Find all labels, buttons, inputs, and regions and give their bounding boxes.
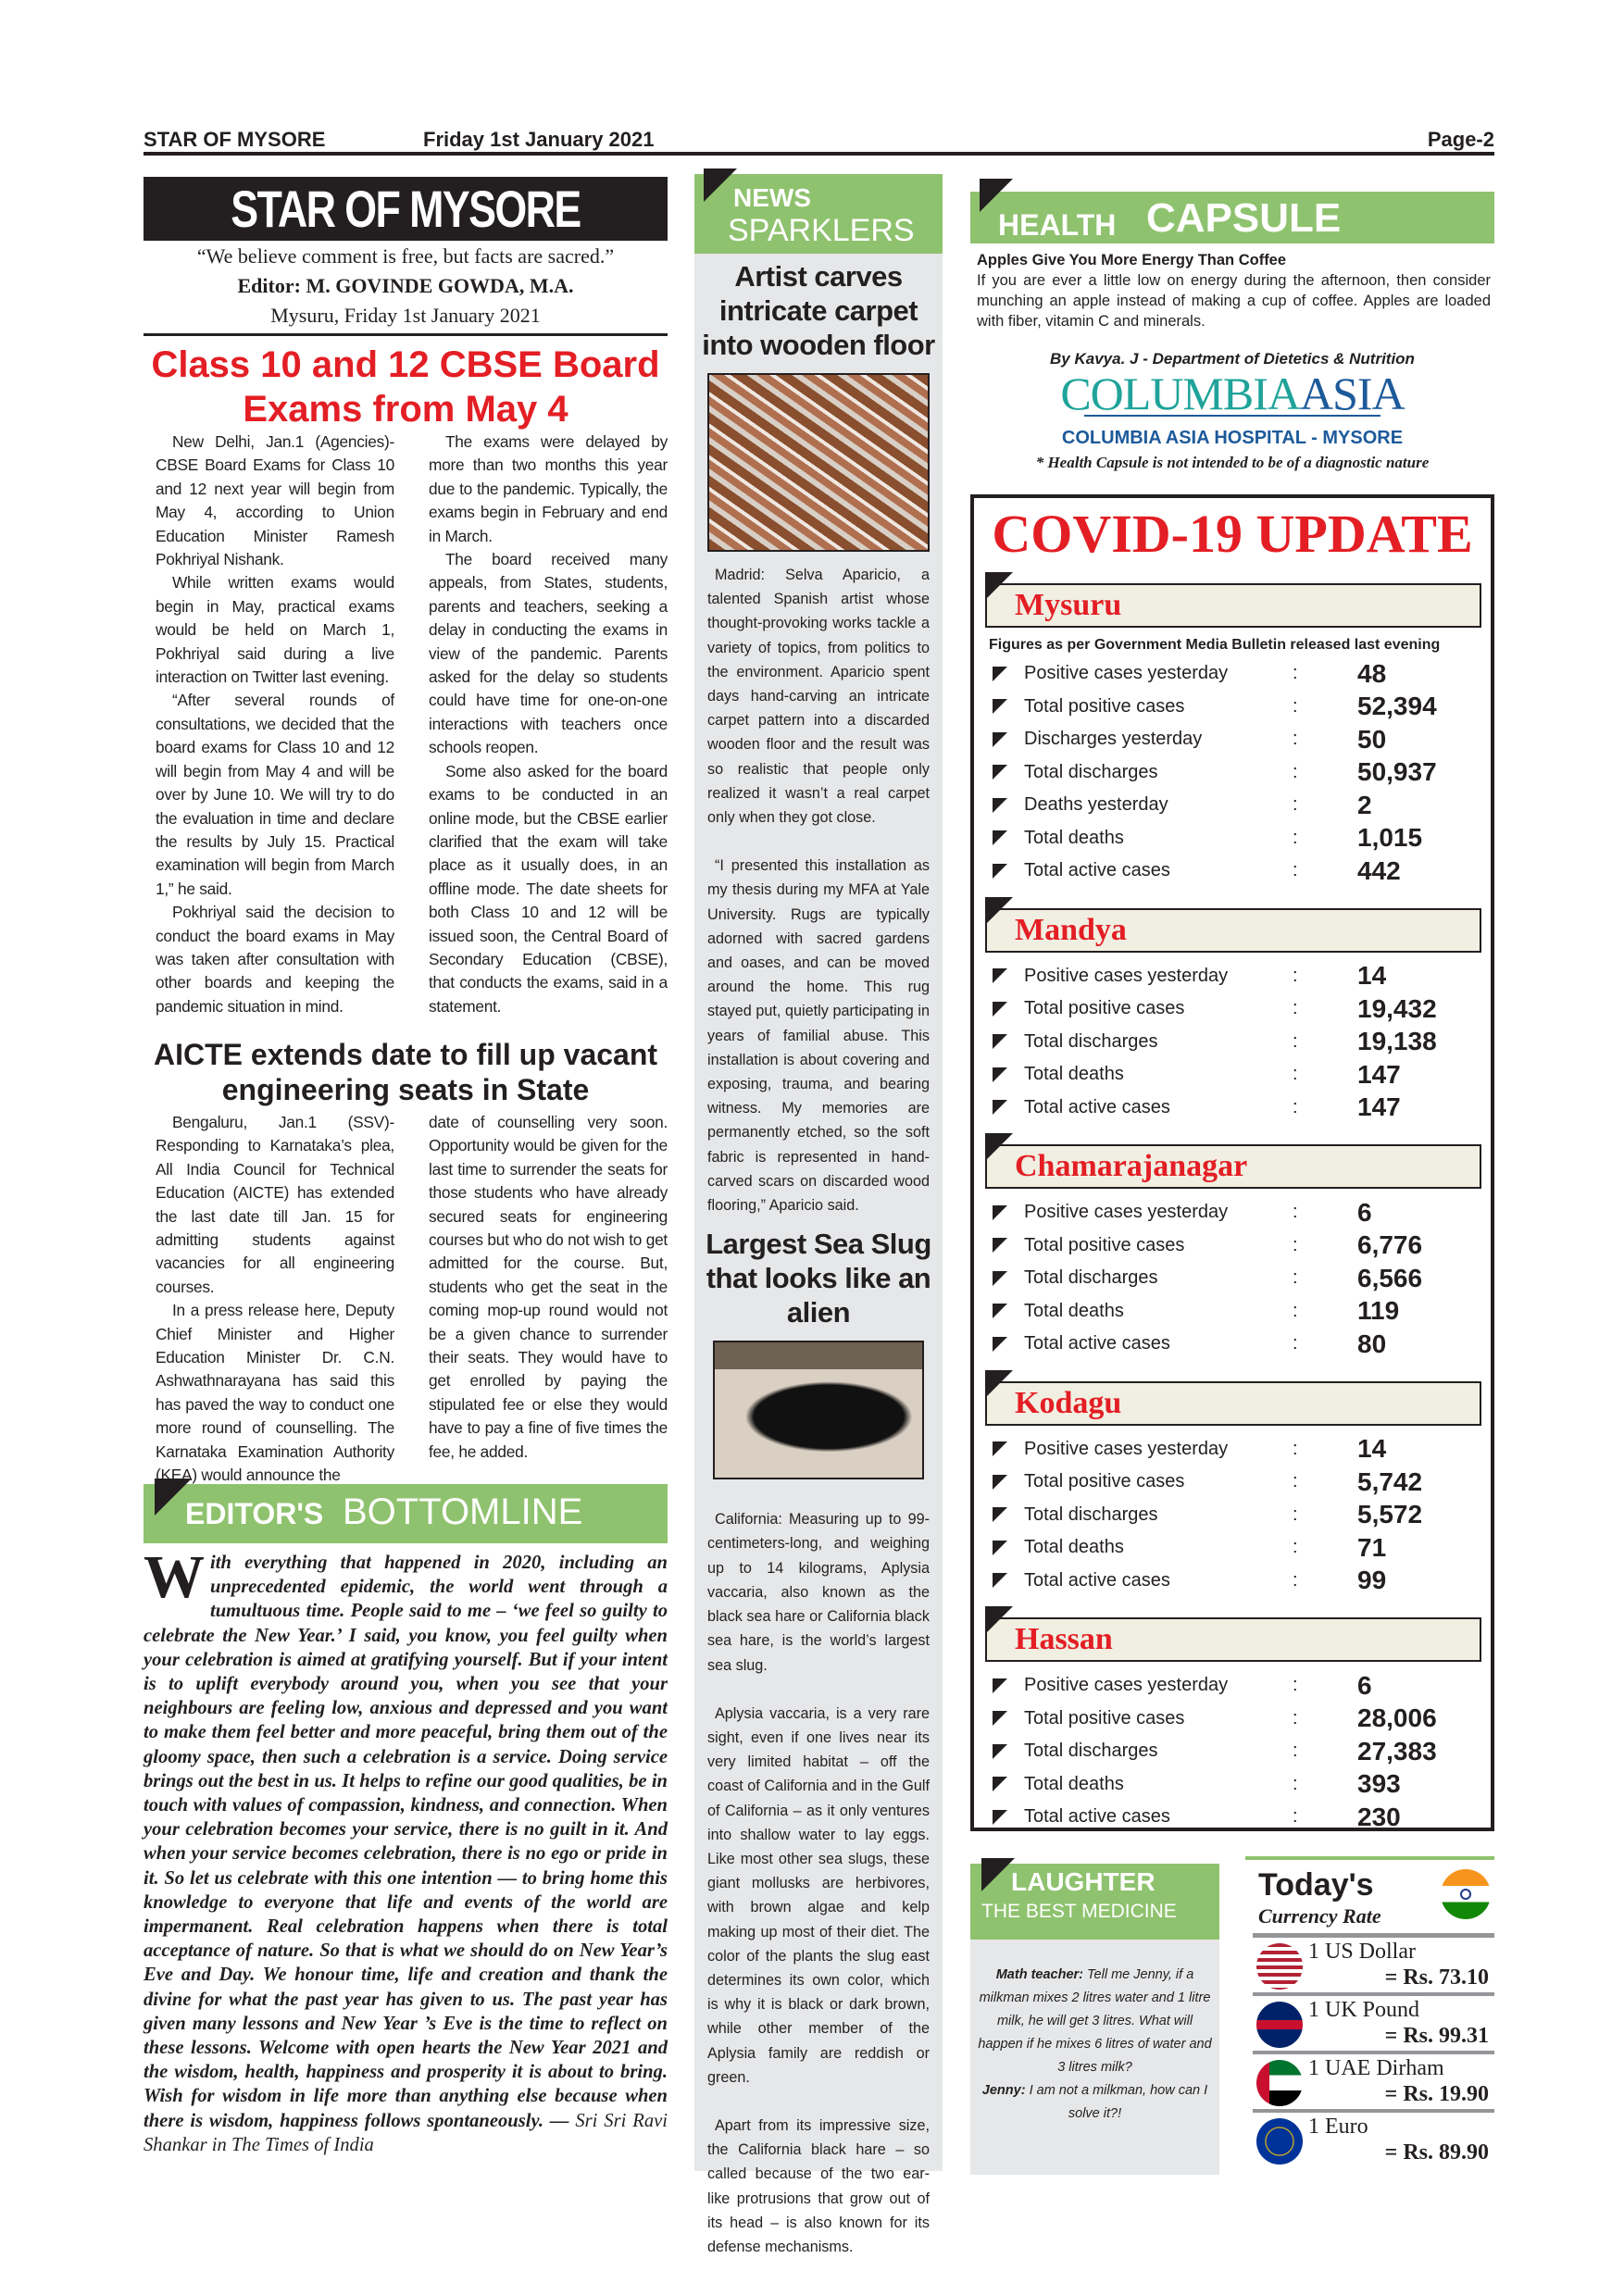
stat-label: Positive cases yesterday xyxy=(1024,1202,1229,1223)
bullet-triangle-icon xyxy=(993,1810,1007,1825)
paragraph: In a press release here, Deputy Chief Minister and Higher Education Minister Dr. C.N. Ashwathnarayana has said this has paved the way to conduct one more round of counselling. The Karnataka Examination Authority (KEA) would announce the xyxy=(156,1301,394,1485)
stat-value: 14 xyxy=(1357,1434,1387,1464)
stat-value: 6 xyxy=(1357,1197,1372,1227)
stat-row: Total discharges : 19,138 xyxy=(974,1026,1491,1059)
news-sparklers-banner: NEWS SPARKLERS xyxy=(694,174,943,254)
currency-rate-box xyxy=(1245,1856,1494,2171)
stat-row: Positive cases yesterday : 6 xyxy=(974,1196,1491,1229)
bullet-triangle-icon xyxy=(993,1238,1007,1253)
stat-label: Total deaths xyxy=(1024,1537,1124,1558)
stat-label: Total deaths xyxy=(1024,1300,1124,1321)
stat-value: 19,432 xyxy=(1357,993,1437,1023)
bullet-triangle-icon xyxy=(993,1744,1007,1759)
carpet-photo xyxy=(707,373,930,552)
bullet-triangle-icon xyxy=(993,1475,1007,1490)
hospital-name: COLUMBIA ASIA HOSPITAL - MYSORE xyxy=(1061,428,1404,448)
stat-label: Total deaths xyxy=(1024,1773,1124,1794)
uk-flag-icon xyxy=(1256,2002,1303,2048)
bullet-triangle-icon xyxy=(993,864,1007,879)
corner-icon xyxy=(985,572,1013,600)
stat-row: Total discharges : 50,937 xyxy=(974,756,1491,790)
corner-icon xyxy=(981,1858,1015,1891)
stat-value: 14 xyxy=(1357,961,1387,991)
paragraph: date of counselling very soon. Opportunity would be given for the last time to surrender the seats for those students who have already secured seats for engineering courses but who do not wish to get admitted for the course. But, students who get the seat in the coming mop-up round would not be a given chance to surrender their seats. They would have to get enrolled by paying the stipulated fee or else they would have to pay a fine of five times the fee, he added. xyxy=(429,1113,668,1461)
corner-icon xyxy=(985,1606,1013,1634)
paragraph: New Delhi, Jan.1 (Agencies)- CBSE Board Exams for Class 10 and 12 next year will begin from May 4, according to Union Education Minister Ramesh Pokhriyal Nishank. xyxy=(156,432,394,569)
covid-title: COVID-19 UPDATE xyxy=(992,504,1473,564)
laughter-banner: LAUGHTER THE BEST MEDICINE xyxy=(970,1864,1219,1940)
currency-row xyxy=(1253,2054,1494,2113)
covid-section-mysuru xyxy=(974,583,1491,888)
district-header: Hassan xyxy=(985,1617,1481,1662)
paragraph: California: Measuring up to 99-centimeters-long, and weighing up to 14 kilograms, Aplysia vaccaria, also known as the black sea hare or California black sea hare, is the world’s largest sea slug. xyxy=(707,1511,930,1674)
stat-label: Positive cases yesterday xyxy=(1024,663,1229,684)
banner-label: BOTTOMLINE xyxy=(343,1491,583,1532)
district-header: Kodagu xyxy=(985,1381,1481,1426)
stat-row: Discharges yesterday : 50 xyxy=(974,723,1491,756)
health-disclaimer: * Health Capsule is not intended to be of a diagnostic nature xyxy=(1035,454,1430,471)
header-paper-name: STAR OF MYSORE xyxy=(144,128,326,151)
stat-label: Total active cases xyxy=(1024,1333,1170,1354)
slug-headline: Largest Sea Slug that looks like an alien xyxy=(706,1228,931,1329)
bullet-triangle-icon xyxy=(993,1441,1007,1456)
bullet-triangle-icon xyxy=(993,1573,1007,1588)
paragraph: Aplysia vaccaria, is a very rare sight, even if one lives near its very limited habitat – off the coast of California and in the Gulf of California – as it only ventures into shallow water to lay eggs. Like most other sea slugs, these giant mollusks are herbivores, with brown algae and kelp making up most of their diet. The color of the plants the slug east determines its own color, which is why it is black or dark brown, while other member of the Aplysia family are reddish or green. xyxy=(707,1704,930,2086)
stat-value: 80 xyxy=(1357,1329,1387,1358)
aicte-column-2 xyxy=(429,1111,668,1464)
bullet-triangle-icon xyxy=(993,1711,1007,1726)
stat-value: 19,138 xyxy=(1357,1027,1437,1056)
covid-section-hassan xyxy=(974,1617,1491,1834)
health-byline: By Kavya. J - Department of Dietetics & Nutrition xyxy=(1050,350,1415,368)
currency-name: 1 UAE Dirham xyxy=(1308,2056,1444,2080)
page-number: Page-2 xyxy=(1427,128,1494,151)
stat-label: Total deaths xyxy=(1024,1064,1124,1085)
corner-icon xyxy=(985,1133,1013,1161)
stat-value: 50 xyxy=(1357,724,1387,754)
paragraph: Madrid: Selva Aparicio, a talented Spanish artist whose thought-provoking works tackle a variety of topics, from politics to the environment. Aparicio spent days hand-carving an intricate carpet pattern into a discarded wooden floor and the result was so realistic that people only realized it wasn’t a real carpet only when they got close. xyxy=(707,567,930,827)
bullet-triangle-icon xyxy=(993,1337,1007,1352)
editor-line: Editor: M. GOVINDE GOWDA, M.A. xyxy=(237,274,574,297)
stat-label: Positive cases yesterday xyxy=(1024,1675,1229,1696)
covid-section-chamarajanagar xyxy=(974,1144,1491,1361)
stat-value: 5,742 xyxy=(1357,1466,1423,1496)
dateline: Mysuru, Friday 1st January 2021 xyxy=(270,304,541,327)
stat-label: Positive cases yesterday xyxy=(1024,1438,1229,1459)
carpet-article xyxy=(694,563,943,1217)
sea-slug-photo xyxy=(713,1341,924,1479)
stat-label: Discharges yesterday xyxy=(1024,729,1203,750)
stat-row: Total positive cases : 19,432 xyxy=(974,992,1491,1026)
paragraph: Pokhriyal said the decision to conduct the board exams in May was taken after consultation with other boards and keeping the pandemic situation in mind. xyxy=(156,903,394,1016)
corner-icon xyxy=(980,179,1013,212)
stat-row: Deaths yesterday : 2 xyxy=(974,789,1491,822)
stat-label: Total discharges xyxy=(1024,761,1158,782)
stat-value: 119 xyxy=(1357,1296,1400,1326)
bullet-triangle-icon xyxy=(993,798,1007,813)
district-header: Mandya xyxy=(985,908,1481,953)
paragraph: While written exams would begin in May, practical exams would be held on March 1, Pokhriyal said during a live interaction on Twitter last evening. xyxy=(156,573,394,687)
motto: “We believe comment is free, but facts are sacred.” xyxy=(196,244,615,268)
stat-row: Total deaths : 71 xyxy=(974,1531,1491,1565)
bullet-triangle-icon xyxy=(993,968,1007,983)
stat-label: Total discharges xyxy=(1024,1267,1158,1289)
stat-label: Total discharges xyxy=(1024,1504,1158,1525)
stat-value: 52,394 xyxy=(1357,692,1437,721)
stat-label: Total active cases xyxy=(1024,1806,1170,1828)
bullet-triangle-icon xyxy=(993,699,1007,714)
paragraph: The exams were delayed by more than two months this year due to the pandemic. Typically, the exams begin in February and end in March. xyxy=(429,432,668,545)
currency-rate: = Rs. 99.31 xyxy=(1384,2024,1489,2048)
us-flag-icon xyxy=(1256,1943,1303,1990)
stat-label: Total positive cases xyxy=(1024,695,1185,717)
header-date: Friday 1st January 2021 xyxy=(423,128,655,151)
stat-value: 230 xyxy=(1357,1802,1401,1831)
stat-value: 6,776 xyxy=(1357,1230,1423,1260)
stat-row: Total active cases : 147 xyxy=(974,1092,1491,1125)
stat-row: Positive cases yesterday : 6 xyxy=(974,1669,1491,1703)
health-capsule-body xyxy=(977,250,1491,331)
stat-label: Positive cases yesterday xyxy=(1024,965,1229,986)
paragraph: “After several rounds of consultations, we decided that the board exams for Class 10 and 12 will begin from May 4 and will be over by June 10. We will try to do the evaluation in time and declare the results by July 15. Practical examination will begin from March 1,” he said. xyxy=(156,691,394,898)
divider xyxy=(144,333,668,336)
stat-value: 99 xyxy=(1357,1566,1387,1595)
currency-row xyxy=(1253,1938,1494,1996)
stat-value: 2 xyxy=(1357,790,1372,819)
bullet-triangle-icon xyxy=(993,667,1007,681)
stat-value: 1,015 xyxy=(1357,823,1423,853)
bullet-triangle-icon xyxy=(993,1678,1007,1693)
stat-row: Total positive cases : 28,006 xyxy=(974,1703,1491,1736)
currency-name: 1 Euro xyxy=(1308,2115,1368,2139)
stat-value: 5,572 xyxy=(1357,1500,1423,1529)
banner-label-bold: EDITOR'S xyxy=(185,1497,324,1530)
stat-value: 147 xyxy=(1357,1092,1401,1122)
uae-flag-icon xyxy=(1256,2060,1303,2106)
stat-label: Total deaths xyxy=(1024,827,1124,848)
cbse-column-2 xyxy=(429,430,668,1018)
currency-subtitle: Currency Rate xyxy=(1258,1904,1381,1928)
aicte-column-1 xyxy=(156,1111,394,1488)
stat-row: Positive cases yesterday : 14 xyxy=(974,960,1491,993)
stat-row: Total discharges : 6,566 xyxy=(974,1262,1491,1295)
bulletin-note: Figures as per Government Media Bulletin released last evening xyxy=(989,637,1441,653)
aicte-headline: AICTE extends date to fill up vacant engineering seats in State xyxy=(153,1038,658,1106)
bullet-triangle-icon xyxy=(993,830,1007,845)
district-header: Chamarajanagar xyxy=(985,1144,1481,1189)
india-flag-icon xyxy=(1441,1869,1491,1919)
stat-row: Total positive cases : 6,776 xyxy=(974,1229,1491,1263)
bullet-triangle-icon xyxy=(993,1100,1007,1115)
stat-row: Total positive cases : 52,394 xyxy=(974,691,1491,724)
paragraph: The board received many appeals, from States, students, parents and teachers, seeking a delay in conducting the exams in view of the pandemic. Parents asked for the delay so students could have time for one-on-one interactions with teachers once schools reopen. xyxy=(429,550,668,757)
currency-name: 1 UK Pound xyxy=(1308,1998,1420,2022)
covid-section-mandya xyxy=(974,908,1491,1125)
editorial-text: With everything that happened in 2020, including an unprecedented epidemic, the world went through a tumultuous time. People said to me – ‘we feel so guilty to celebrate the New Year.’ I said, you know, you feel guilty when your celebration is aimed at gratifying yourself. But if your intent is to uplift everybody around you, when you see that your neighbours are feeling low, anxious and depressed and you want to make them feel better and more peaceful, bring them out of the gloomy space, then such a celebration is a service. Doing service brings out the best in us. It helps to refine our good qualities, be in touch with values of compassion, kindness, and connection. When your celebration becomes your service, there is no guilt in it. And when your service becomes celebration, there is no ego or pride in it. So let us celebrate with this one intention — to bring home this knowledge to everyone that life and events of the world are impermanent. Real celebration happens when there is total acceptance of nature. So that is what we should do on New Year’s Eve and Day. We honour time, life and creation and thank the divine for what the past year has given to us. The past year has given many lessons and New Year ’s Eve is the time to reflect on these lessons. Welcome with open hearts the New Year 2021 and the wisdom, health, happiness and prosperity it is about to bring. Wish for wisdom in life more than anything else because when there is wisdom, happiness follows spontaneously. — Sri Sri Ravi Shankar in The Times of India xyxy=(144,1543,668,2155)
stat-row: Total positive cases : 5,742 xyxy=(974,1466,1491,1499)
district-header: Mysuru xyxy=(985,583,1481,628)
laughter-joke: Math teacher: Tell me Jenny, if a milkman mixes 2 litres water and 1 litre milk, he will get 3 litres. What will happen if he mixes 6 litres of water and 3 litres milk? Jenny: I am not a milkman, how can I solve it?! xyxy=(970,1940,1219,2175)
currency-rate: = Rs. 89.90 xyxy=(1384,2140,1489,2165)
stat-row: Total active cases : 442 xyxy=(974,855,1491,888)
stat-value: 6,566 xyxy=(1357,1263,1423,1292)
stat-row: Total deaths : 393 xyxy=(974,1768,1491,1802)
health-title: Apples Give You More Energy Than Coffee xyxy=(977,252,1287,268)
bullet-triangle-icon xyxy=(993,1205,1007,1220)
bullet-triangle-icon xyxy=(993,732,1007,747)
currency-title: Today's xyxy=(1258,1867,1374,1903)
stat-label: Total active cases xyxy=(1024,860,1170,881)
stat-value: 28,006 xyxy=(1357,1703,1437,1733)
currency-rate: = Rs. 73.10 xyxy=(1384,1965,1489,1990)
cbse-column-1 xyxy=(156,430,394,1018)
bullet-triangle-icon xyxy=(993,1067,1007,1082)
carpet-headline: Artist carves intricate carpet into wooden floor xyxy=(702,260,935,361)
stat-label: Total positive cases xyxy=(1024,1471,1185,1492)
bullet-triangle-icon xyxy=(993,1002,1007,1017)
editorial-credit: Sri Sri Ravi Shankar in The Times of India xyxy=(144,2110,668,2155)
stat-label: Total discharges xyxy=(1024,1030,1158,1052)
corner-icon xyxy=(704,168,737,202)
bullet-triangle-icon xyxy=(993,1777,1007,1791)
stat-label: Total positive cases xyxy=(1024,1234,1185,1255)
currency-row xyxy=(1253,2113,1494,2171)
currency-name: 1 US Dollar xyxy=(1308,1940,1416,1964)
stat-value: 147 xyxy=(1357,1059,1401,1089)
bullet-triangle-icon xyxy=(993,1507,1007,1522)
corner-icon xyxy=(985,897,1013,925)
stat-value: 6 xyxy=(1357,1670,1372,1700)
bullet-triangle-icon xyxy=(993,1304,1007,1318)
paragraph: “I presented this installation as my thesis during my MFA at Yale University. Rugs are typically adorned with sacred gardens and oases, and can be moved around the home. This rug stayed put, quietly participating in years of familial abuse. This installation is about covering and exposing, trauma, and bearing witness. My memories are permanently etched, so the soft fabric is represented in hand-carved scars on discarded wood flooring,” Aparicio said. xyxy=(707,857,930,1215)
health-capsule-banner: HEALTH CAPSULE xyxy=(970,192,1494,243)
columbia-asia-logo: COLUMBIAASIA xyxy=(1060,368,1405,419)
stat-value: 393 xyxy=(1357,1769,1401,1799)
drop-cap: W xyxy=(144,1543,205,1611)
stat-label: Total positive cases xyxy=(1024,1707,1185,1728)
covid-update-box xyxy=(970,494,1494,1831)
corner-icon xyxy=(985,1370,1013,1398)
currency-rate: = Rs. 19.90 xyxy=(1384,2082,1489,2106)
stat-row: Total active cases : 80 xyxy=(974,1328,1491,1361)
stat-row: Total active cases : 230 xyxy=(974,1801,1491,1834)
bullet-triangle-icon xyxy=(993,765,1007,780)
currency-row xyxy=(1253,1996,1494,2054)
news-sparklers-column xyxy=(694,254,943,2255)
stat-value: 27,383 xyxy=(1357,1736,1437,1766)
stat-row: Total deaths : 119 xyxy=(974,1295,1491,1329)
stat-row: Positive cases yesterday : 48 xyxy=(974,657,1491,691)
stat-value: 48 xyxy=(1357,658,1387,688)
stat-value: 442 xyxy=(1357,855,1401,885)
health-text: If you are ever a little low on energy during the afternoon, then consider munching an apple instead of making a cup of coffee. Apples are loaded with fiber, vitamin C and minerals. xyxy=(977,272,1491,330)
stat-row: Positive cases yesterday : 14 xyxy=(974,1433,1491,1466)
cbse-headline: Class 10 and 12 CBSE Board Exams from May 4 xyxy=(151,344,660,430)
paragraph: Bengaluru, Jan.1 (SSV)- Responding to Karnataka’s plea, All India Council for Technical Education (AICTE) has extended the last date till Jan. 15 for admitting students against vacancies for all engineering courses. xyxy=(156,1113,394,1296)
bullet-triangle-icon xyxy=(993,1034,1007,1049)
stat-label: Total active cases xyxy=(1024,1569,1170,1591)
editors-bottomline-banner xyxy=(144,1484,668,1543)
page-header xyxy=(144,126,1494,156)
stat-label: Total discharges xyxy=(1024,1741,1158,1762)
stat-row: Total deaths : 1,015 xyxy=(974,822,1491,855)
covid-section-kodagu xyxy=(974,1381,1491,1598)
bullet-triangle-icon xyxy=(993,1541,1007,1555)
eu-flag-icon xyxy=(1256,2118,1303,2165)
slug-article xyxy=(694,1507,943,2259)
stat-row: Total discharges : 27,383 xyxy=(974,1735,1491,1768)
stat-row: Total discharges : 5,572 xyxy=(974,1499,1491,1532)
masthead-logo: STAR OF MYSORE xyxy=(144,177,668,241)
paragraph: Apart from its impressive size, the California black hare – so called because of the two ear-like protrusions that grow out of its head – is also known for its defense mechanisms. xyxy=(707,2116,930,2255)
stat-row: Total deaths : 147 xyxy=(974,1058,1491,1092)
stat-value: 50,937 xyxy=(1357,757,1437,787)
bullet-triangle-icon xyxy=(993,1271,1007,1286)
stat-value: 71 xyxy=(1357,1532,1387,1562)
paragraph: Some also asked for the board exams to be conducted in an online mode, but the CBSE earlier clarified that the exam will take place as it usually does, in an offline mode. The date sheets for both Class 10 and 12 will be issued soon, the Central Board of Secondary Education (CBSE), that conducts the exams, said in a statement. xyxy=(429,761,668,1016)
stat-label: Total active cases xyxy=(1024,1096,1170,1117)
stat-label: Total positive cases xyxy=(1024,998,1185,1019)
stat-row: Total active cases : 99 xyxy=(974,1565,1491,1598)
stat-label: Deaths yesterday xyxy=(1024,794,1168,816)
